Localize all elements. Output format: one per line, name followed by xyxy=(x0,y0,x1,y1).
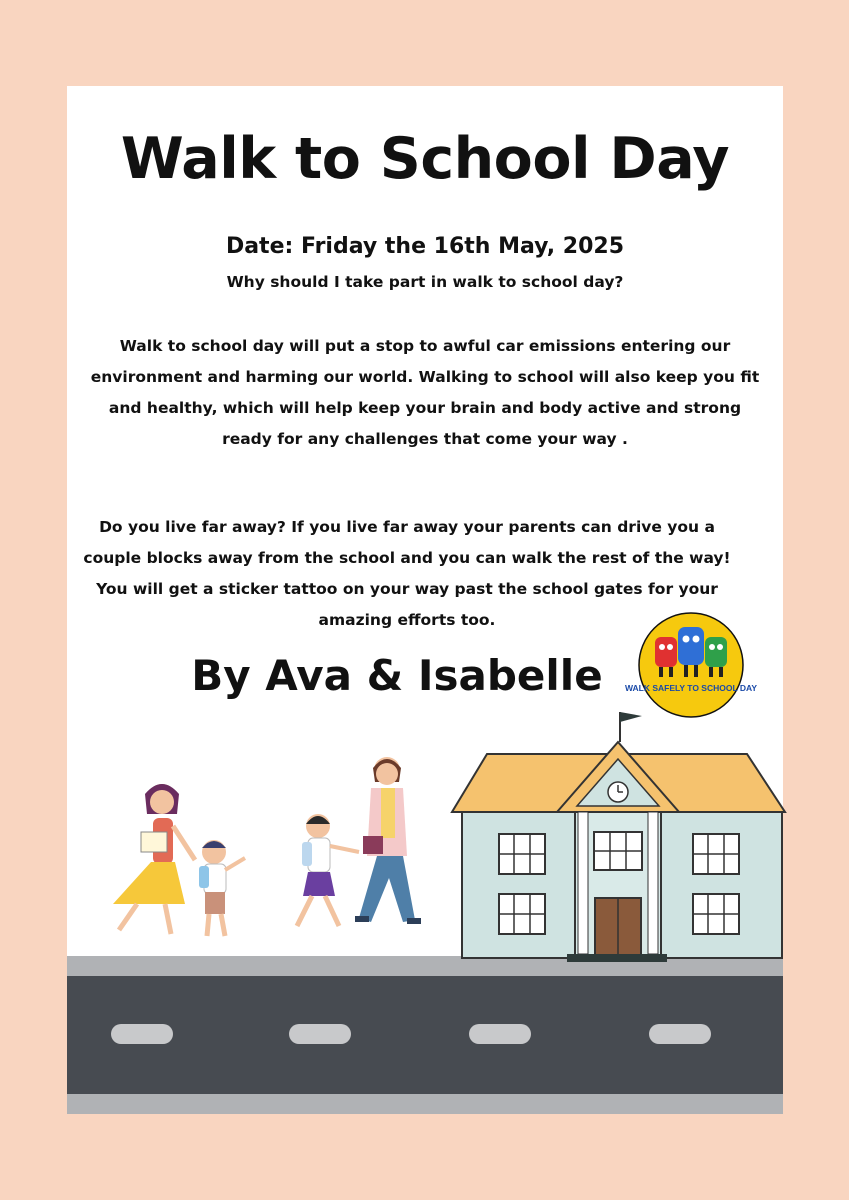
poster xyxy=(67,86,783,1114)
sidewalk-bottom xyxy=(67,1094,783,1114)
event-date: Date: Friday the 16th May, 2025 xyxy=(225,234,625,259)
benefits-paragraph: Walk to school day will put a stop to awful car emissions entering our environment and harming our world. Walking to school will also keep you fit and healthy, which will help keep your brain and body active and strong ready for any challenges that come your way . xyxy=(90,337,760,448)
question-heading: Why should I take part in walk to school day? xyxy=(226,273,624,291)
byline: By Ava & Isabelle xyxy=(191,651,603,700)
mother-and-son-figures xyxy=(113,784,245,936)
girl-and-woman-figures xyxy=(297,757,421,926)
poster-title: Walk to School Day xyxy=(120,126,730,192)
school-building xyxy=(452,712,785,962)
far-away-paragraph: Do you live far away? If you live far away your parents can drive you a couple blocks away from the school and you can walk the rest of the way! You will get a sticker tattoo on your way past the school gates for your amazing efforts too. xyxy=(83,518,731,629)
flag-icon xyxy=(620,712,642,722)
badge-text: WALK SAFELY TO SCHOOL DAY xyxy=(624,683,758,693)
walking-to-school-illustration xyxy=(67,686,783,1114)
